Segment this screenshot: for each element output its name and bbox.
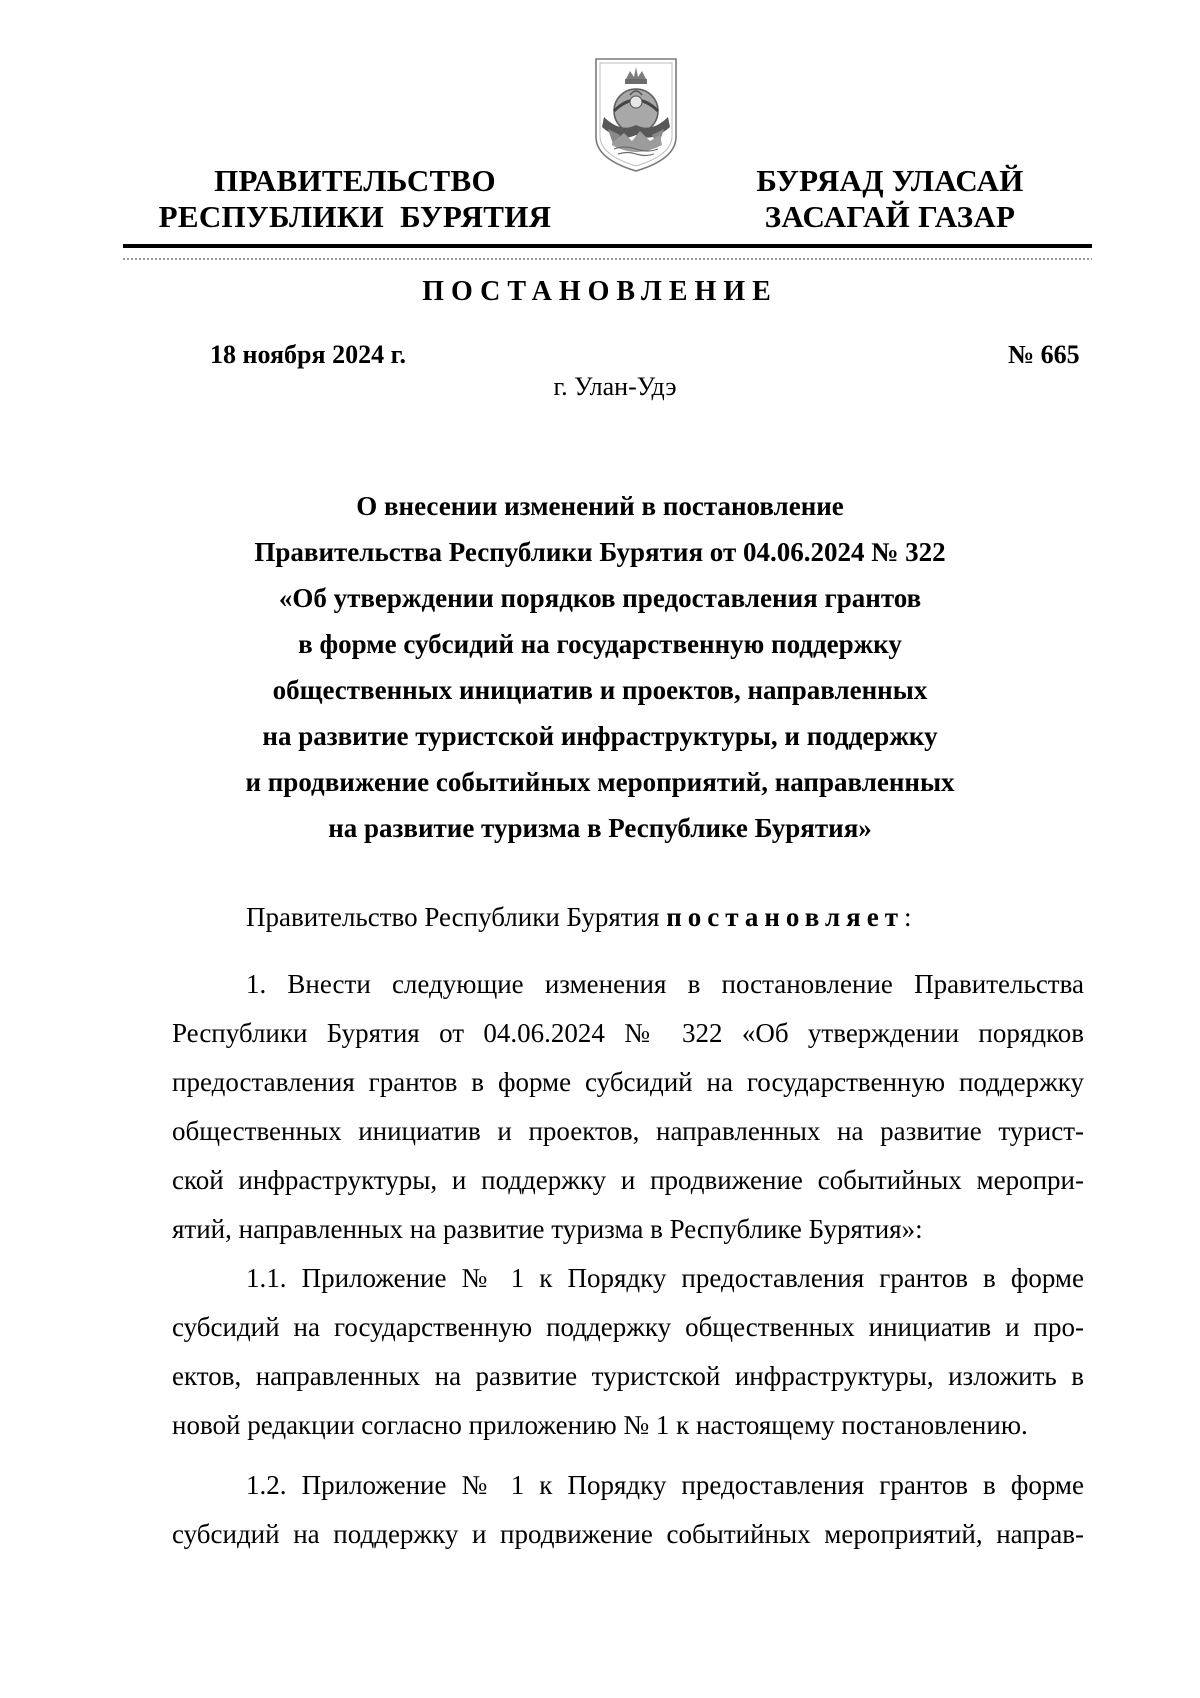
header-divider-thin: [123, 258, 1092, 260]
paragraph-1: [172, 960, 1084, 1254]
document-number: № 665: [1008, 340, 1080, 369]
document-city: г. Улан-Удэ: [553, 372, 677, 401]
header-left-line2: РЕСПУБЛИКИ БУРЯТИЯ: [158, 199, 552, 234]
title-line: «Об утверждении порядков предоставления грантов: [278, 583, 922, 613]
header-divider-thick: [123, 244, 1092, 248]
header-right-buryat: [680, 163, 1100, 235]
paragraph-line: Республики Бурятия от 04.06.2024 № 322 «Об утверждении порядков: [172, 1018, 1084, 1048]
resolution-lead: [246, 902, 1158, 933]
lead-verb-spaced: постановляет: [666, 902, 904, 932]
coat-of-arms-emblem: [590, 55, 682, 175]
document-type-heading: ПОСТАНОВЛЕНИЕ: [422, 276, 778, 307]
title-line: общественных инициатив и проектов, направленных: [272, 675, 928, 705]
title-line: на развитие туризма в Республике Бурятия»: [328, 813, 872, 843]
paragraph-line: 1. Внести следующие изменения в постановление Правительства: [246, 969, 1084, 999]
header-left-line1: ПРАВИТЕЛЬСТВО: [214, 163, 496, 198]
paragraph-1-1: [172, 1254, 1084, 1450]
paragraph-line: субсидий на государственную поддержку общественных инициатив и про-: [172, 1312, 1084, 1342]
document-title: [100, 483, 1100, 851]
title-line: и продвижение событийных мероприятий, направленных: [245, 767, 955, 797]
paragraph-line: субсидий на поддержку и продвижение событийных мероприятий, направ-: [172, 1519, 1084, 1549]
lead-suffix: :: [903, 902, 912, 932]
header-right-line2: ЗАСАГАЙ ГАЗАР: [764, 199, 1016, 234]
title-line: в форме субсидий на государственную поддержку: [298, 629, 902, 659]
paragraph-line: ской инфраструктуры, и поддержку и продвижение событийных меропри-: [172, 1165, 1084, 1195]
paragraph-line: ектов, направленных на развитие туристской инфраструктуры, изложить в: [172, 1361, 1084, 1391]
paragraph-line: общественных инициатив и проектов, направленных на развитие турист-: [172, 1116, 1084, 1146]
paragraph-line: 1.1. Приложение № 1 к Порядку предоставления грантов в форме: [246, 1263, 1084, 1293]
title-line: на развитие туристской инфраструктуры, и поддержку: [262, 721, 938, 751]
header-right-line1: БУРЯАД УЛАСАЙ: [756, 163, 1024, 198]
paragraph-1-2: [172, 1461, 1084, 1559]
paragraph-line: 1.2. Приложение № 1 к Порядку предоставления грантов в форме: [246, 1470, 1084, 1500]
paragraph-line: ятий, направленных на развитие туризма в Республике Бурятия»:: [172, 1214, 923, 1244]
document-date: 18 ноября 2024 г.: [210, 340, 406, 369]
title-line: Правительства Республики Бурятия от 04.06.2024 № 322: [254, 537, 946, 567]
paragraph-line: новой редакции согласно приложению № 1 к настоящему постановлению.: [172, 1410, 1028, 1440]
paragraph-line: предоставления грантов в форме субсидий на государственную поддержку: [172, 1067, 1084, 1097]
lead-prefix: Правительство Республики Бурятия: [246, 902, 667, 932]
title-line: О внесении изменений в постановление: [356, 491, 844, 521]
header-left-russian: [145, 163, 565, 235]
